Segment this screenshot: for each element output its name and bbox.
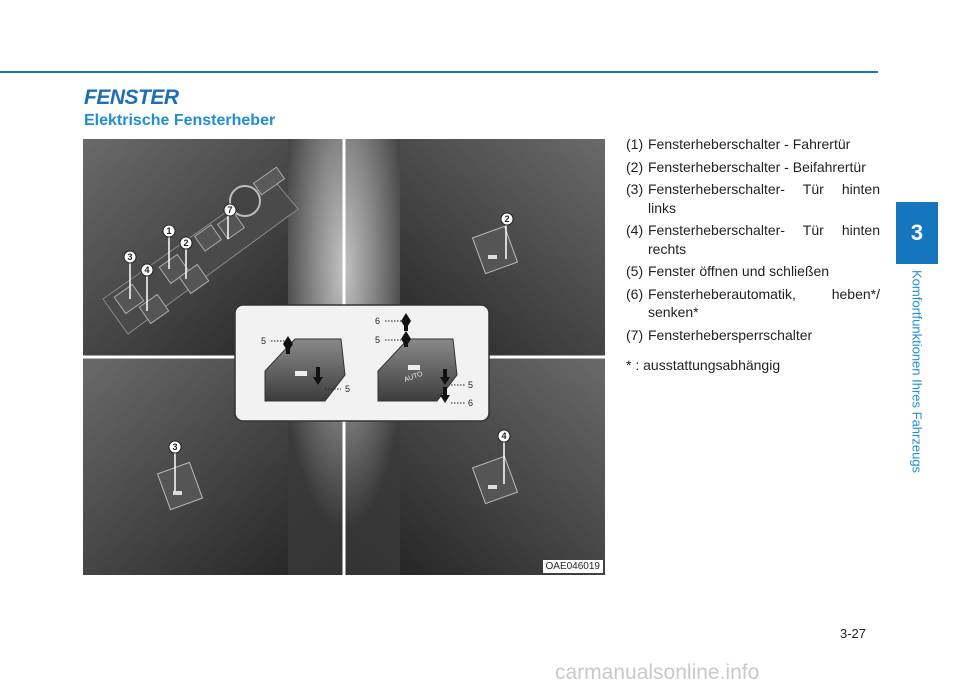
legend-item bbox=[626, 262, 880, 281]
legend-text: Fensterheberschalter- Tür hinten rechts bbox=[648, 222, 880, 257]
legend-number: (3) bbox=[626, 181, 644, 197]
legend-item bbox=[626, 221, 880, 258]
legend-text: Fensterheberschalter - Beifahrertür bbox=[648, 158, 866, 175]
window-switch-illustration bbox=[83, 139, 605, 575]
inset-label-6-up: 6 bbox=[375, 316, 381, 326]
legend-number: (5) bbox=[626, 263, 644, 279]
figure-graphic bbox=[83, 139, 605, 575]
callout-7: 7 bbox=[227, 205, 233, 215]
legend-text: Fensterheberschalter - Fahrertür bbox=[648, 136, 851, 152]
callout-rear-4: 4 bbox=[501, 431, 507, 441]
legend-item bbox=[626, 180, 880, 217]
callout-3: 3 bbox=[127, 252, 133, 262]
inset-label-5-down: 5 bbox=[345, 384, 351, 394]
page-number: 3-27 bbox=[840, 626, 867, 641]
legend-list bbox=[626, 135, 880, 375]
chapter-title-vertical bbox=[897, 270, 937, 490]
callout-2: 2 bbox=[183, 238, 189, 248]
legend-number: (7) bbox=[626, 326, 644, 343]
legend-text: Fensterhebersperrschalter bbox=[648, 326, 813, 343]
auto-label: AUTO bbox=[403, 370, 424, 384]
callout-4: 4 bbox=[144, 265, 150, 275]
legend-number: (4) bbox=[626, 222, 644, 238]
legend-item bbox=[626, 158, 880, 177]
legend-text: Fensterheberschalter- Tür hinten links bbox=[648, 181, 880, 216]
legend-item bbox=[626, 135, 880, 154]
footnote: * : ausstattungsabhängig bbox=[626, 357, 781, 373]
legend-item bbox=[626, 285, 880, 322]
callout-passenger-2: 2 bbox=[504, 214, 510, 224]
chapter-title-text: Komfortfunktionen Ihres Fahrzeugs bbox=[909, 270, 925, 474]
callout-1: 1 bbox=[166, 226, 172, 236]
legend-number: (2) bbox=[626, 158, 644, 175]
legend-text: Fensterheberautomatik, heben*/ senken* bbox=[648, 285, 880, 320]
inset-label-6-down: 6 bbox=[468, 398, 474, 408]
watermark: carmanualsonline.info bbox=[555, 661, 760, 684]
inset-label-5-up: 5 bbox=[261, 336, 267, 346]
legend-text: Fenster öffnen und schließen bbox=[648, 263, 830, 279]
figure-code: OAE046019 bbox=[543, 560, 604, 573]
chapter-tab: 3 bbox=[896, 202, 938, 264]
subsection-title: Elektrische Fensterheber bbox=[84, 112, 276, 129]
legend-item bbox=[626, 326, 880, 345]
callout-rear-3: 3 bbox=[172, 442, 178, 452]
section-title: FENSTER bbox=[84, 86, 179, 109]
top-rule bbox=[0, 71, 878, 73]
inset-label-5-down-auto: 5 bbox=[468, 380, 474, 390]
legend-number: (6) bbox=[626, 285, 644, 302]
legend-number: (1) bbox=[626, 136, 644, 152]
inset-label-5-up-auto: 5 bbox=[375, 335, 381, 345]
